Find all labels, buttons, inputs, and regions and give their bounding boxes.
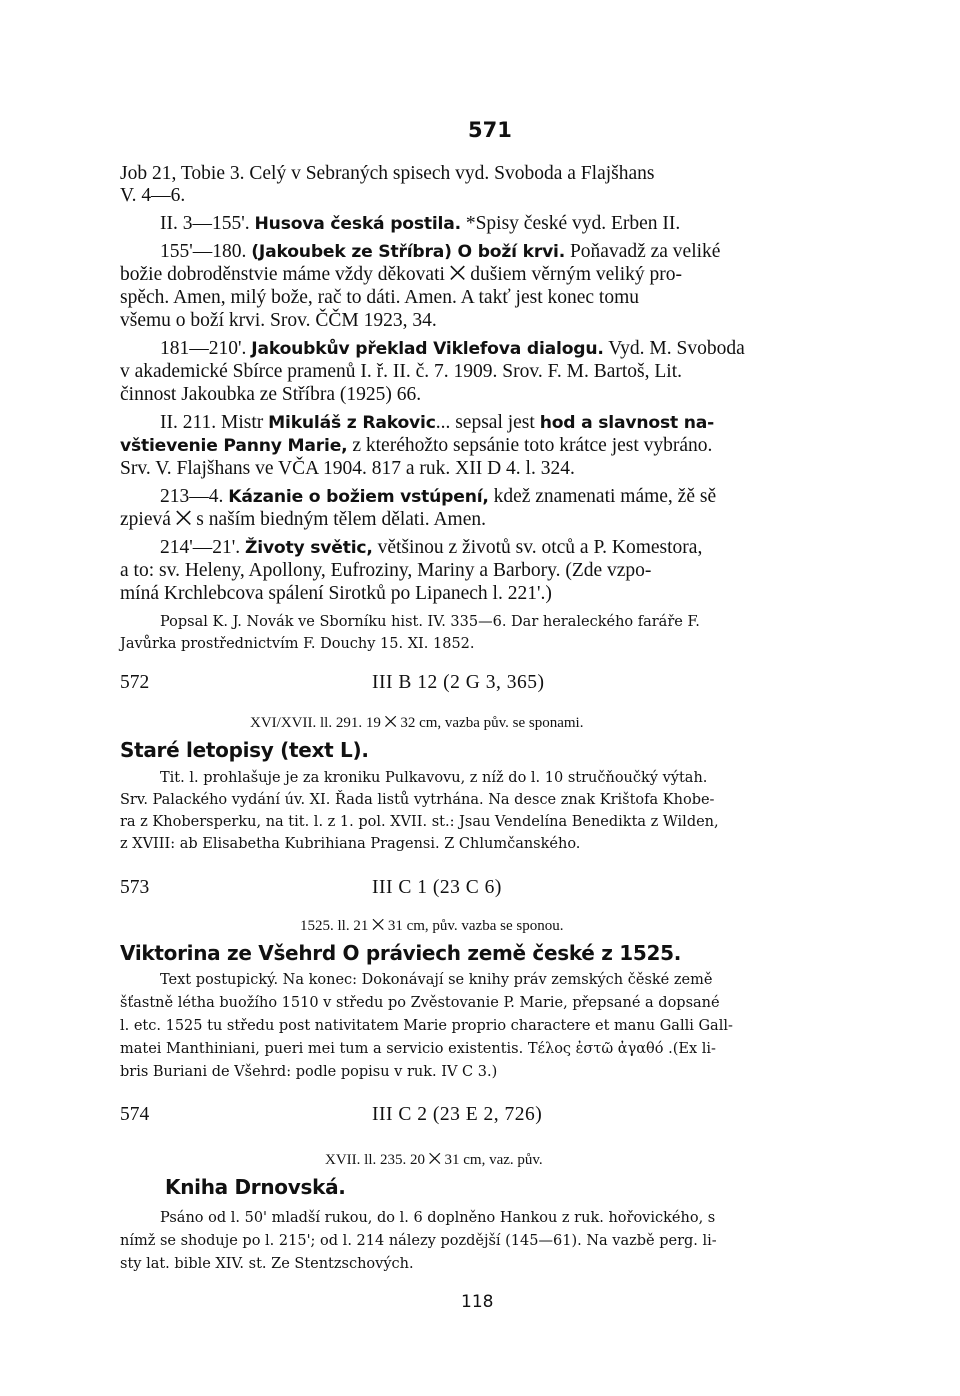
page-number-bottom: 118 [461, 1292, 494, 1312]
text-line: všemu o boží krvi. Srov. ČČM 1923, 34. [120, 310, 437, 331]
entry-number: 573 [120, 877, 150, 898]
text-line: spěch. Amen, milý bože, rač to dáti. Amen. A takť jest konec tomu [120, 287, 640, 308]
text-line: božie dobroděnstvie máme vždy děkovati ⨉ dušiem věrným veliký pro- [120, 264, 682, 285]
entry-title: Kniha Drnovská. [165, 1175, 346, 1199]
text-line: 155'—180. (Jakoubek ze Stříbra) O boží krvi. Poňavadž za veliké [160, 241, 721, 262]
text-line: v akademické Sbírce pramenů I. ř. II. č. 7. 1909. Srov. F. M. Bartoš, Lit. [120, 361, 683, 382]
text-line: II. 3—155'. Husova česká postila. *Spisy české vyd. Erben II. [160, 213, 681, 234]
entry-physical: 1525. ll. 21 ⨉ 31 cm, pův. vazba se sponou. [300, 918, 564, 934]
text-line: Psáno od l. 50' mladší rukou, do l. 6 doplněno Hankou z ruk. hořovického, s [160, 1210, 716, 1226]
text-line: 214'—21'. Životy světic, většinou z životů sv. otců a P. Komestora, [160, 537, 703, 558]
text-line: ra z Khobersperku, na tit. l. z 1. pol. XVII. st.: Jsau Vendelína Benedikta z Wilden, [120, 814, 719, 830]
text-line: z XVIII: ab Elisabetha Kubrihiana Pragensi. Z Chlumčanského. [120, 836, 581, 852]
text-line: V. 4—6. [120, 185, 186, 206]
text-line: Job 21, Tobie 3. Celý v Sebraných spisech vyd. Svoboda a Flajšhans [120, 163, 655, 184]
text-line: zpievá ⨉ s naším biedným tělem dělati. Amen. [120, 509, 486, 530]
text-line: Tit. l. prohlašuje je za kroniku Pulkavovu, z níž do l. 10 stručňoučký výtah. [160, 770, 708, 786]
entry-physical: XVI/XVII. ll. 291. 19 ⨉ 32 cm, vazba pův. se sponami. [250, 715, 584, 731]
text-line: bris Buriani de Všehrd: podle popisu v ruk. IV C 3.) [120, 1064, 498, 1080]
text-line: matei Manthiniani, pueri mei tum a servicio existentis. Τέλος ἐστῶ ἀγαθό .(Ex li- [120, 1041, 716, 1057]
entry-signature: III B 12 (2 G 3, 365) [372, 672, 545, 693]
entry-signature: III C 1 (23 C 6) [372, 877, 502, 898]
text-line: nímž se shoduje po l. 215'; od l. 214 nálezy pozdější (145—61). Na vazbě perg. li- [120, 1233, 717, 1249]
text-line: Javůrka prostřednictvím F. Douchy 15. XI. 1852. [120, 636, 475, 652]
entry-title: Staré letopisy (text L). [120, 738, 369, 762]
text-block [120, 0, 845, 1396]
entry-signature: III C 2 (23 E 2, 726) [372, 1104, 543, 1125]
entry-number: 572 [120, 672, 150, 693]
text-line: 181—210'. Jakoubkův překlad Viklefova dialogu. Vyd. M. Svoboda [160, 338, 745, 359]
text-line: míná Krchlebcova spálení Sirotků po Lipanech l. 221'.) [120, 583, 552, 604]
text-line: Srv. V. Flajšhans ve VČA 1904. 817 a ruk. XII D 4. l. 324. [120, 458, 575, 479]
text-line: šťastně létha buožího 1510 v středu po Zvěstovanie P. Marie, přepsané a dopsané [120, 995, 720, 1011]
text-line: Srv. Palackého vydání úv. XI. Řada listů vytrhána. Na desce znak Krištofa Khobe- [120, 792, 715, 808]
page-number-top: 571 [468, 118, 512, 142]
text-line: činnost Jakoubka ze Stříbra (1925) 66. [120, 384, 422, 405]
text-line: 213—4. Kázanie o božiem vstúpení, kdež znamenati máme, žě sě [160, 486, 717, 507]
text-line: Text postupický. Na konec: Dokonávají se knihy práv zemských čěské země [160, 972, 713, 988]
entry-title: Viktorina ze Všehrd O práviech země české z 1525. [120, 941, 682, 965]
text-line: Popsal K. J. Novák ve Sborníku hist. IV. 335—6. Dar heraleckého faráře F. [160, 614, 700, 630]
text-line: l. etc. 1525 tu středu post nativitatem Marie proprio charactere et manu Galli Gall- [120, 1018, 733, 1034]
entry-number: 574 [120, 1104, 150, 1125]
text-line: vštievenie Panny Marie, z kteréhožto sepsánie toto krátce jest vybráno. [120, 435, 713, 456]
text-line: II. 211. Mistr Mikuláš z Rakovic... sepsal jest hod a slavnost na- [160, 412, 715, 433]
text-line: sty lat. bible XIV. st. Ze Stentzschových. [120, 1256, 414, 1272]
entry-physical: XVII. ll. 235. 20 ⨉ 31 cm, vaz. pův. [325, 1152, 543, 1168]
text-line: a to: sv. Heleny, Apollony, Eufroziny, Mariny a Barbory. (Zde vzpo- [120, 560, 652, 581]
